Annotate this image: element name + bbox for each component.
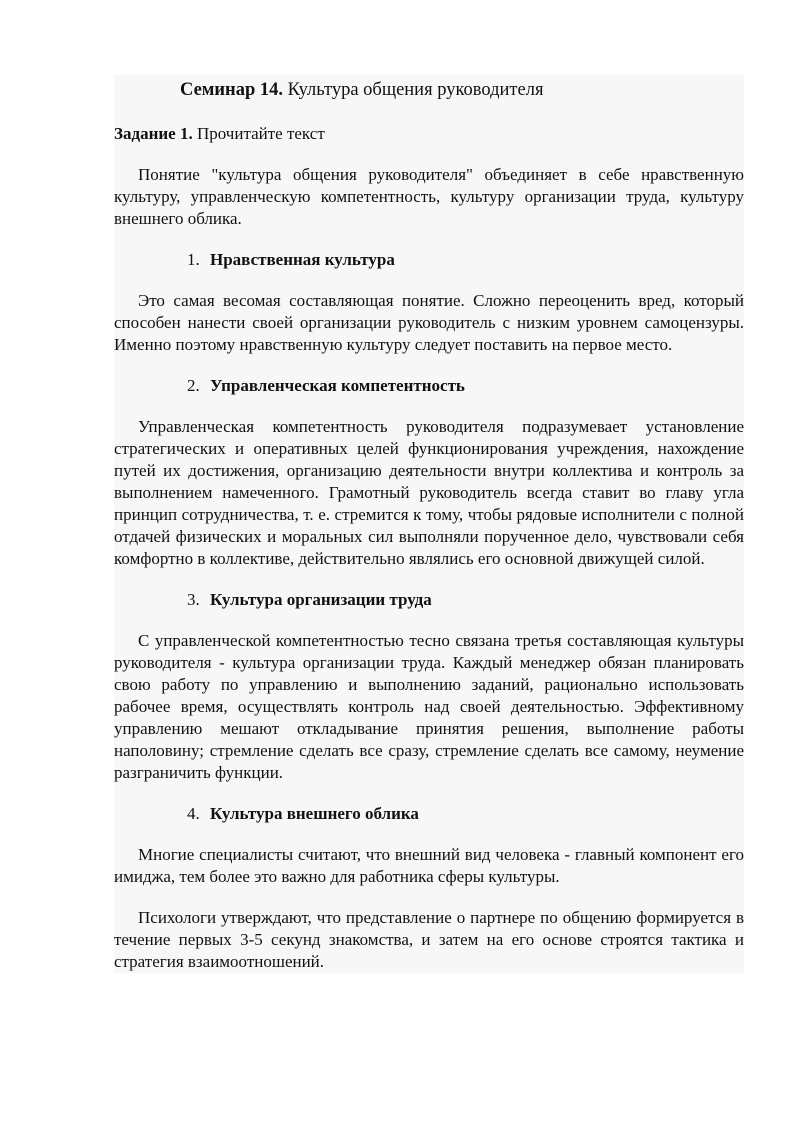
task-text: Прочитайте текст (196, 124, 325, 143)
section-title: Нравственная культура (210, 250, 395, 269)
section-2-paragraph: Управленческая компетентность руководителя подразумевает установление стратегических и оперативных целей функционирования учреждения, нахождение путей их достижения, организацию деятельности внутри коллектива и контроль за выполнением намеченного. Грамотный руководитель всегда ставит во главу угла принцип сотрудничества, т. е. стремится к тому, чтобы рядовые исполнители с полной отдачей физических и моральных сил выполняли порученное дело, чувствовали себя комфортно в коллективе, действительно являлись его основной движущей силой. (114, 417, 744, 568)
section-number: 1. (187, 250, 200, 269)
section-title: Культура внешнего облика (210, 804, 419, 823)
title-text: Культура общения руководителя (287, 80, 544, 100)
section-3-paragraph: С управленческой компетентностью тесно связана третья составляющая культуры руководителя - культура организации труда. Каждый менеджер обязан планировать свою работу по управлению и выполнению заданий, рационально использовать рабочее время, осуществлять контроль над своей деятельностью. Эффективному управлению мешают откладывание принятия решения, выполнение работы наполовину; стремление сделать все сразу, стремление сделать все самому, неумение разграничить функции. (114, 631, 744, 782)
section-1-paragraph: Это самая весомая составляющая понятие. Сложно переоценить вред, который способен нанести своей организации руководитель с низким уровнем самоцензуры. Именно поэтому нравственную культуру следует поставить на первое место. (114, 291, 744, 354)
section-heading-2 (114, 375, 744, 397)
section-heading-4 (114, 803, 744, 825)
section-number: 2. (187, 376, 200, 395)
task-line (114, 123, 744, 145)
section-number: 3. (187, 590, 200, 609)
intro-paragraph: Понятие "культура общения руководителя" объединяет в себе нравственную культуру, управленческую компетентность, культуру организации труда, культуру внешнего облика. (114, 165, 744, 228)
section-heading-1 (114, 249, 744, 271)
section-number: 4. (187, 804, 200, 823)
section-4-paragraph-2: Психологи утверждают, что представление о партнере по общению формируется в течение первых 3-5 секунд знакомства, и затем на его основе строятся тактика и стратегия взаимоотношений. (114, 908, 744, 971)
section-4-paragraph-1: Многие специалисты считают, что внешний вид человека - главный компонент его имиджа, тем более это важно для работника сферы культуры. (114, 845, 744, 886)
document-body (114, 75, 744, 973)
section-heading-3 (114, 589, 744, 611)
section-title: Культура организации труда (210, 590, 432, 609)
title-seminar-number: Семинар 14. (180, 80, 284, 100)
task-label: Задание 1. (114, 124, 193, 143)
page-title (114, 75, 744, 105)
section-title: Управленческая компетентность (210, 376, 465, 395)
